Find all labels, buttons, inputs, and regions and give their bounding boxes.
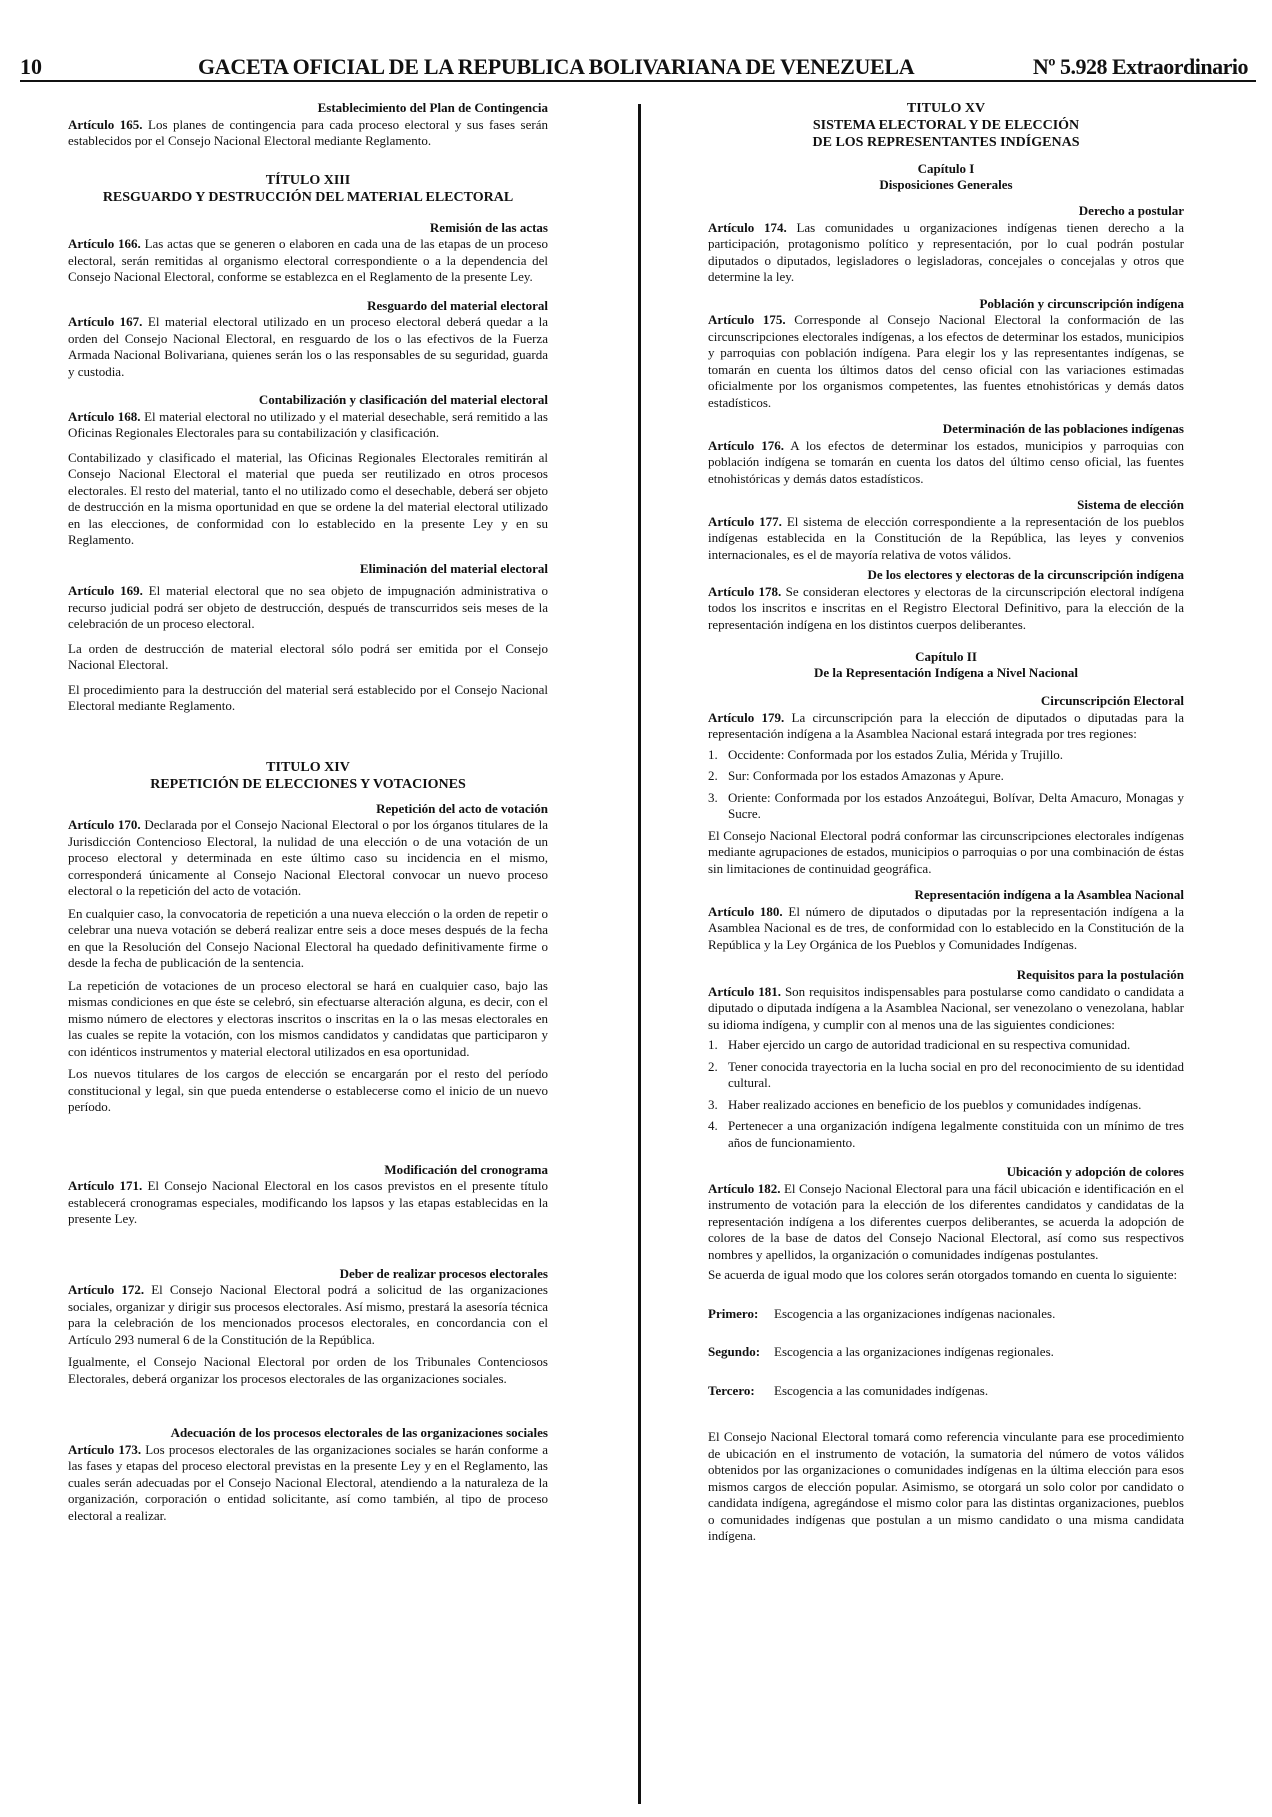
article-172-paragraph: Igualmente, el Consejo Nacional Electoral por orden de los Tribunales Contenciosos Electorales, deberá organizar los procesos electorales de las organizaciones sociales. xyxy=(68,1354,548,1386)
article-168-paragraph: Contabilizado y clasificado el material, las Oficinas Regionales Electorales remitirán al Consejo Nacional Electoral el material que pueda ser reutilizado en otros procesos electorales. El resto del material, tanto el no utilizado como el desechable, deberá ser objeto de destrucción en la misma oportunidad en que se ordene la del material electoral utilizado en las elecciones, de conformidad con lo establecido en la presente Ley y en su Reglamento. xyxy=(68,449,548,547)
article-170-paragraph: En cualquier caso, la convocatoria de repetición a una nueva elección o la orden de repetir o celebrar una nueva votación se deberá realizar entre seis a doce meses después de la fecha en que la Resolución del Consejo Nacional Electoral ha quedado definitivamente firme o desde la fecha de publicación de la sentencia. xyxy=(68,905,548,970)
title-xiv-subtitle: REPETICIÓN DE ELECCIONES Y VOTACIONES xyxy=(150,776,466,792)
section-heading: Circunscripción Electoral xyxy=(1040,693,1184,708)
article-182: Artículo 182. El Consejo Nacional Electoral para una fácil ubicación e identificación en el instrumento de votación para la elección de los diferentes candidatos y candidatas de la representación indígena a los diferentes cuerpos deliberantes, se acuerda la adopción de colores de la base de datos del Consejo Nacional Electoral, así como sus respectivos nombres y apellidos, la organización o comunidades indígenas postulantes. xyxy=(708,1180,1184,1262)
article-181: Artículo 181. Son requisitos indispensables para postularse como candidato o candidata a diputado o diputada indígena a la Asamblea Nacional, ser venezolano o venezolana, hablar su idioma indígena, y cumplir con al menos una de las siguientes condiciones: xyxy=(708,983,1184,1032)
color-option-1: Primero: Escogencia a las organizaciones indígenas nacionales. xyxy=(708,1305,1056,1321)
section-heading: Derecho a postular xyxy=(1078,203,1184,218)
section-heading: Representación indígena a la Asamblea Nacional xyxy=(914,887,1184,902)
column-divider xyxy=(638,104,641,1804)
section-heading: Modificación del cronograma xyxy=(384,1161,548,1177)
title-xv-subtitle: SISTEMA ELECTORAL Y DE ELECCIÓN xyxy=(812,118,1080,133)
article-170: Artículo 170. Declarada por el Consejo Nacional Electoral o por los órganos titulares de la Jurisdicción Contencioso Electoral, la nulidad de una elección o de una votación de un proceso electoral y determinada en este último caso su incidencia en el mismo, corresponderá únicamente al Consejo Nacional Electoral convocar un nuevo proceso electoral o la repetición del acto de votación. xyxy=(68,817,548,898)
section-heading: Establecimiento del Plan de Contingencia xyxy=(317,100,548,115)
gazette-title: GACETA OFICIAL DE LA REPUBLICA BOLIVARIANA DE VENEZUELA xyxy=(198,54,915,79)
section-heading: Sistema de elección xyxy=(1077,497,1184,512)
list-item: 2. Tener conocida trayectoria en la lucha social en pro del reconocimiento de su identidad cultural. xyxy=(708,1058,1184,1090)
title-xiv: TITULO XIV xyxy=(266,759,350,775)
section-heading: De los electores y electoras de la circunscripción indígena xyxy=(867,567,1184,582)
issue-number: Nº 5.928 Extraordinario xyxy=(1032,54,1248,79)
article-182-paragraph: Se acuerda de igual modo que los colores serán otorgados tomando en cuenta lo siguiente: xyxy=(708,1267,1178,1282)
article-170-paragraph: Los nuevos titulares de los cargos de elección se encargarán por el resto del período constitucional y legal, sin que pueda entenderse o establecerse como el inicio de un nuevo período. xyxy=(68,1066,548,1114)
chapter-i-subtitle: Disposiciones Generales xyxy=(879,177,1013,192)
header-rule xyxy=(20,80,1256,82)
article-169-paragraph: La orden de destrucción de material electoral sólo podrá ser emitida por el Consejo Nacional Electoral. xyxy=(68,640,548,672)
chapter-i: Capítulo I xyxy=(917,161,975,176)
article-168: Artículo 168. El material electoral no utilizado y el material desechable, será remitido a las Oficinas Regionales Electorales para su contabilización y clasificación. xyxy=(68,408,548,440)
list-item: 3. Haber realizado acciones en beneficio de los pueblos y comunidades indígenas. xyxy=(708,1096,1142,1112)
article-182-paragraph: El Consejo Nacional Electoral tomará como referencia vinculante para ese procedimiento de ubicación en el instrumento de votación, la sumatoria del número de votos válidos obtenidos por las organizaciones o comunidades indígenas en la última elección para esos mismos cargos de elección popular. Asimismo, se otorgará un solo color por candidato o candidata indígena, agregándose el mismo color para las distintas organizaciones, pueblos o comunidades indígenas que postulan a un mismo candidato o una misma candidata indígena. xyxy=(708,1429,1184,1543)
article-179-paragraph: El Consejo Nacional Electoral podrá conformar las circunscripciones electorales indígenas mediante agrupaciones de estados, municipios o parroquias o por una combinación de éstas sin limitaciones de continuidad geográfica. xyxy=(708,827,1184,876)
article-173: Artículo 173. Los procesos electorales de las organizaciones sociales se harán conforme a las fases y etapas del proceso electoral previstas en la presente Ley y en el Reglamento, las cuales serán adecuadas por el Consejo Nacional Electoral, atendiendo a la naturaleza de la organización, corporación o entidad solicitante, así como también, al tipo de proceso electoral a realizar. xyxy=(68,1441,548,1523)
list-item: 1. Occidente: Conformada por los estados Zulia, Mérida y Trujillo. xyxy=(708,746,1064,762)
right-column xyxy=(708,100,1184,1545)
chapter-ii: Capítulo II xyxy=(915,649,977,664)
section-heading: Resguardo del material electoral xyxy=(367,297,548,313)
section-heading: Deber de realizar procesos electorales xyxy=(339,1265,548,1281)
section-heading: Eliminación del material electoral xyxy=(359,560,548,576)
article-167: Artículo 167. El material electoral utilizado en un proceso electoral deberá quedar a la orden del Consejo Nacional Electoral, en resguardo de los o las efectivos de la Fuerza Armada Nacional Bolivariana, quienes serán los o las responsables de su seguridad, guarda y custodia. xyxy=(68,314,548,379)
list-item: 1. Haber ejercido un cargo de autoridad tradicional en su respectiva comunidad. xyxy=(708,1037,1131,1052)
article-181-list xyxy=(708,1037,1184,1151)
article-169-paragraph: El procedimiento para la destrucción del material será establecido por el Consejo Nacional Electoral mediante Reglamento. xyxy=(68,681,548,713)
article-178: Artículo 178. Se consideran electores y electoras de la circunscripción electoral indígena todos los inscritos e inscritas en el Registro Electoral Definitivo, para la elección de la representación indígena en los distintos cuerpos deliberantes. xyxy=(708,583,1184,632)
title-xiii-subtitle: RESGUARDO Y DESTRUCCIÓN DEL MATERIAL ELECTORAL xyxy=(102,189,514,205)
article-179: Artículo 179. La circunscripción para la elección de diputados o diputadas para la representación indígena a la Asamblea Nacional estará integrada por tres regiones: xyxy=(708,709,1184,741)
article-172: Artículo 172. El Consejo Nacional Electoral podrá a solicitud de las organizaciones sociales, organizar y dirigir sus procesos electorales. Así mismo, prestará la asesoría técnica para la celebración de los mencionados procesos electorales, en concordancia con el Artículo 293 numeral 6 de la Constitución de la República. xyxy=(68,1282,548,1347)
section-heading: Remisión de las actas xyxy=(429,219,548,235)
article-177: Artículo 177. El sistema de elección correspondiente a la representación de los pueblos indígenas establecida en la Constitución de la República, las leyes y convenios internacionales, es el de mayoría relativa de votos válidos. xyxy=(708,513,1184,562)
left-column xyxy=(68,100,548,1524)
article-170-paragraph: La repetición de votaciones de un proceso electoral se hará en cualquier caso, bajo las mismas condiciones en que éste se celebró, sin efectuarse alteración alguna, es decir, con el mismo número de electores y electoras inscritos o inscritas en la o las mesas electorales en las cuales se repite la votación, con los mismos candidatos y candidatas que participaron y con idénticos instrumentos y material electoral utilizados en esa oportunidad. xyxy=(68,977,548,1059)
section-heading: Requisitos para la postulación xyxy=(1016,967,1184,982)
article-180: Artículo 180. El número de diputados o diputadas por la representación indígena a la Asamblea Nacional es de tres, de conformidad con lo establecido en la Constitución de la República y la Ley Orgánica de los Pueblos y Comunidades Indígenas. xyxy=(708,903,1184,952)
article-165: Artículo 165. Los planes de contingencia para cada proceso electoral y sus fases serán establecidos por el Consejo Nacional Electoral mediante Reglamento. xyxy=(68,116,548,148)
section-heading: Ubicación y adopción de colores xyxy=(1006,1164,1184,1179)
article-169: Artículo 169. El material electoral que no sea objeto de impugnación administrativa o recurso judicial podrá ser objeto de destrucción, después de transcurridos seis meses de la celebración de un proceso electoral. xyxy=(68,583,548,631)
list-item: 2. Sur: Conformada por los estados Amazonas y Apure. xyxy=(708,768,1004,783)
article-175: Artículo 175. Corresponde al Consejo Nacional Electoral la conformación de las circunscripciones electorales indígenas, a los efectos de determinar los estados, municipios y parroquias con población indígena. Para elegir los y las representantes indígenas, se tomarán en cuenta los últimos datos del censo oficial con las variaciones estimadas oficialmente por los organismos competentes, las fuentes etnohistóricas y demás datos estadísticos. xyxy=(708,312,1184,410)
article-166: Artículo 166. Las actas que se generen o elaboren en cada una de las etapas de un proceso electoral, serán remitidas al organismo electoral correspondiente o a la dependencia del Consejo Nacional Electoral, conforme se establezca en el Reglamento de la presente Ley. xyxy=(68,236,548,284)
article-179-list xyxy=(708,747,1184,823)
section-heading: Determinación de las poblaciones indígenas xyxy=(942,421,1184,436)
section-heading: Población y circunscripción indígena xyxy=(979,295,1184,311)
list-item: 4. Pertenecer a una organización indígena legalmente constituida con un mínimo de tres años de funcionamiento. xyxy=(708,1118,1184,1150)
title-xv: TITULO XV xyxy=(906,101,986,116)
color-option-3: Tercero: Escogencia a las comunidades indígenas. xyxy=(708,1382,989,1398)
article-174: Artículo 174. Las comunidades u organizaciones indígenas tienen derecho a la participación, protagonismo político y representación, por lo cual podrán postular diputados o diputados, legisladores o legisladoras, concejales o concejalas y otros que determine la ley. xyxy=(708,219,1184,284)
section-heading: Adecuación de los procesos electorales de las organizaciones sociales xyxy=(170,1425,548,1440)
page-header xyxy=(20,50,1256,82)
color-option-2: Segundo: Escogencia a las organizaciones indígenas regionales. xyxy=(708,1344,1054,1359)
title-xv-subtitle: DE LOS REPRESENTANTES INDÍGENAS xyxy=(812,135,1080,150)
section-heading: Contabilización y clasificación del material electoral xyxy=(258,392,548,407)
chapter-ii-subtitle: De la Representación Indígena a Nivel Nacional xyxy=(813,665,1079,680)
title-xiii: TÍTULO XIII xyxy=(265,172,351,188)
section-heading: Repetición del acto de votación xyxy=(376,800,548,816)
article-171: Artículo 171. El Consejo Nacional Electoral en los casos previstos en el presente título establecerá cronogramas especiales, modificando los lapsos y las etapas establecidas en la presente Ley. xyxy=(68,1178,548,1226)
list-item: 3. Oriente: Conformada por los estados Anzoátegui, Bolívar, Delta Amacuro, Monagas y Sucre. xyxy=(708,789,1184,821)
article-176: Artículo 176. A los efectos de determinar los estados, municipios y parroquias con población indígena se tomarán en cuenta los datos del último censo oficial, las fuentes etnohistóricas y demás datos estadísticos. xyxy=(708,437,1184,486)
page-number: 10 xyxy=(20,54,42,79)
